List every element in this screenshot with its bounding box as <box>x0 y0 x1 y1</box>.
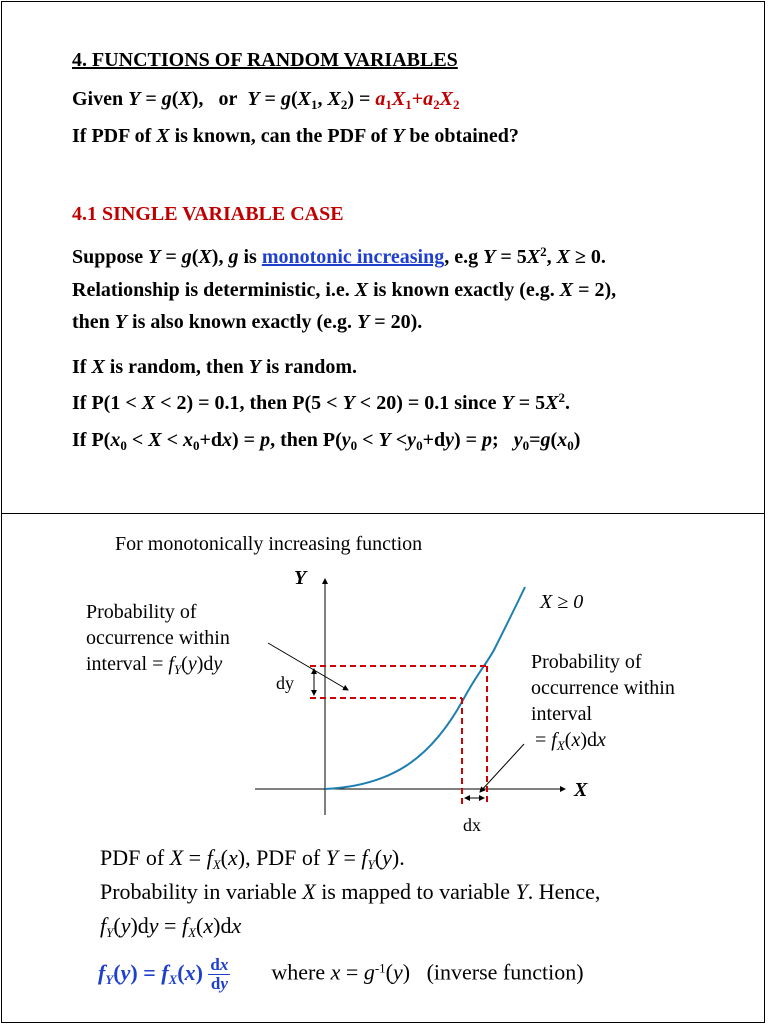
right-note-line1: Probability of <box>531 651 642 673</box>
random-text1: If <box>72 356 87 378</box>
relationship-text1: Relationship is deterministic, i.e. <box>72 279 350 301</box>
y-axis-label: Y <box>294 567 307 589</box>
suppose-eg: , e.g <box>444 246 479 268</box>
dx-label-text: dx <box>463 815 481 835</box>
prob-text2: < 2) = 0.1, then P(5 < <box>160 392 338 414</box>
probability-line: If P(1 < X < 2) = 0.1, then P(5 < Y < 20) = 0.1 since $Y = 5X^2$. <box>72 390 570 414</box>
dy-label <box>276 671 294 695</box>
then-line: then Y is also known exactly (e.g. Y = 20). <box>72 311 423 333</box>
relationship-line: Relationship is deterministic, i.e. X is known exactly (e.g. X = 2), <box>72 279 617 301</box>
dy-label-text: dy <box>276 673 294 693</box>
suppose-label: Suppose <box>72 246 144 268</box>
then-value: = 20). <box>374 311 423 333</box>
random-line: If X is random, then Y is random. <box>72 356 358 378</box>
pdf-line-p1: PDF of <box>100 845 165 870</box>
suppose-line: Suppose Y = g(X), g is monotonic increasing, e.g $Y = 5X^2$, X ≥ 0. <box>72 244 606 268</box>
prob-general-text1: If P( <box>72 429 111 451</box>
pdf-line-p2: , PDF of <box>245 845 321 870</box>
interval-guides <box>310 666 487 805</box>
dx-label <box>463 813 481 837</box>
probability-general-line: If $P(x_0 < X < x_0+dx) = p$, then $P(y_0 < Y <y_0+dy) = p$; $y_0=g(x_0)$ <box>72 429 581 453</box>
mapped-text1: Probability in variable <box>100 879 297 904</box>
given-label: Given <box>72 88 124 110</box>
domain-label: X ≥ 0 <box>540 591 584 613</box>
right-note-line4: = $f_X(x)dx$ <box>535 729 606 753</box>
left-note-line3-wrap: interval = $f_Y(y)dy$ <box>86 653 223 677</box>
mapping-line: Probability in variable X is mapped to variable Y. Hence, <box>100 879 601 904</box>
suppose-is: is <box>243 246 257 268</box>
question-mid: is known, can the PDF of <box>174 125 388 147</box>
left-note-line2: occurrence within <box>86 627 230 649</box>
random-text3: is random. <box>265 356 358 378</box>
left-note-line3: interval = <box>86 653 164 675</box>
prob-text1: If P(1 < <box>72 392 137 414</box>
left-note-line1: Probability of <box>86 601 197 623</box>
figure-caption: For monotonically increasing function <box>115 533 423 555</box>
right-note-line2: occurrence within <box>531 677 675 699</box>
where-label: where <box>271 959 326 985</box>
prob-general-text2: , then P( <box>270 429 342 451</box>
left-note <box>86 599 230 677</box>
subsection-heading-text: 4.1 SINGLE VARIABLE CASE <box>72 203 344 225</box>
dx-dy-fraction: $\frac{dx}{dy}$ <box>210 955 229 993</box>
mapped-text3: . Hence, <box>527 879 601 904</box>
question-end: be obtained? <box>409 125 519 147</box>
prob-text3: < 20) = 0.1 since <box>359 392 497 414</box>
right-note <box>531 649 675 753</box>
right-note-line3: interval <box>531 703 593 725</box>
mapped-text2: is mapped to variable <box>321 879 510 904</box>
equality-line: $f_Y(y)dy = f_X(x)dx$ <box>100 913 242 940</box>
question-before: If PDF of <box>72 125 152 147</box>
linear-combination: $a_1X_1+a_2X_2$ <box>375 88 460 112</box>
inverse-function-note: (inverse function) <box>426 959 584 985</box>
result-formula-expr: $f_Y(y) = f_X(x)$ <box>98 959 203 987</box>
monotonic-increasing-link[interactable]: monotonic increasing <box>261 246 445 268</box>
given-line: Given Y = g(X), or $Y = g(X_1$, $X_2) = a_1X_1+a_2X_2$ <box>72 88 460 112</box>
then-text2: is also known exactly (e.g. <box>132 311 353 333</box>
random-text2: is random, then <box>109 356 244 378</box>
function-curve <box>325 587 525 789</box>
section-heading-text: 4. FUNCTIONS OF RANDOM VARIABLES <box>72 49 458 71</box>
given-or: or <box>218 88 238 110</box>
pdf-definition-line: PDF of $X = f_X(x)$, PDF of $Y = f_Y(y)$. <box>100 845 405 872</box>
relationship-text2: is known exactly (e.g. <box>373 279 555 301</box>
then-text1: then <box>72 311 110 333</box>
result-formula: $f_Y(y) = f_X(x)$ $\frac{dx}{dy}$ where $x = g^{-1}(y)$ (inverse function) <box>98 955 584 993</box>
question-line: If PDF of X is known, can the PDF of Y be obtained? <box>72 125 519 147</box>
relationship-value: = 2), <box>578 279 617 301</box>
x-axis-label: X <box>574 779 588 801</box>
